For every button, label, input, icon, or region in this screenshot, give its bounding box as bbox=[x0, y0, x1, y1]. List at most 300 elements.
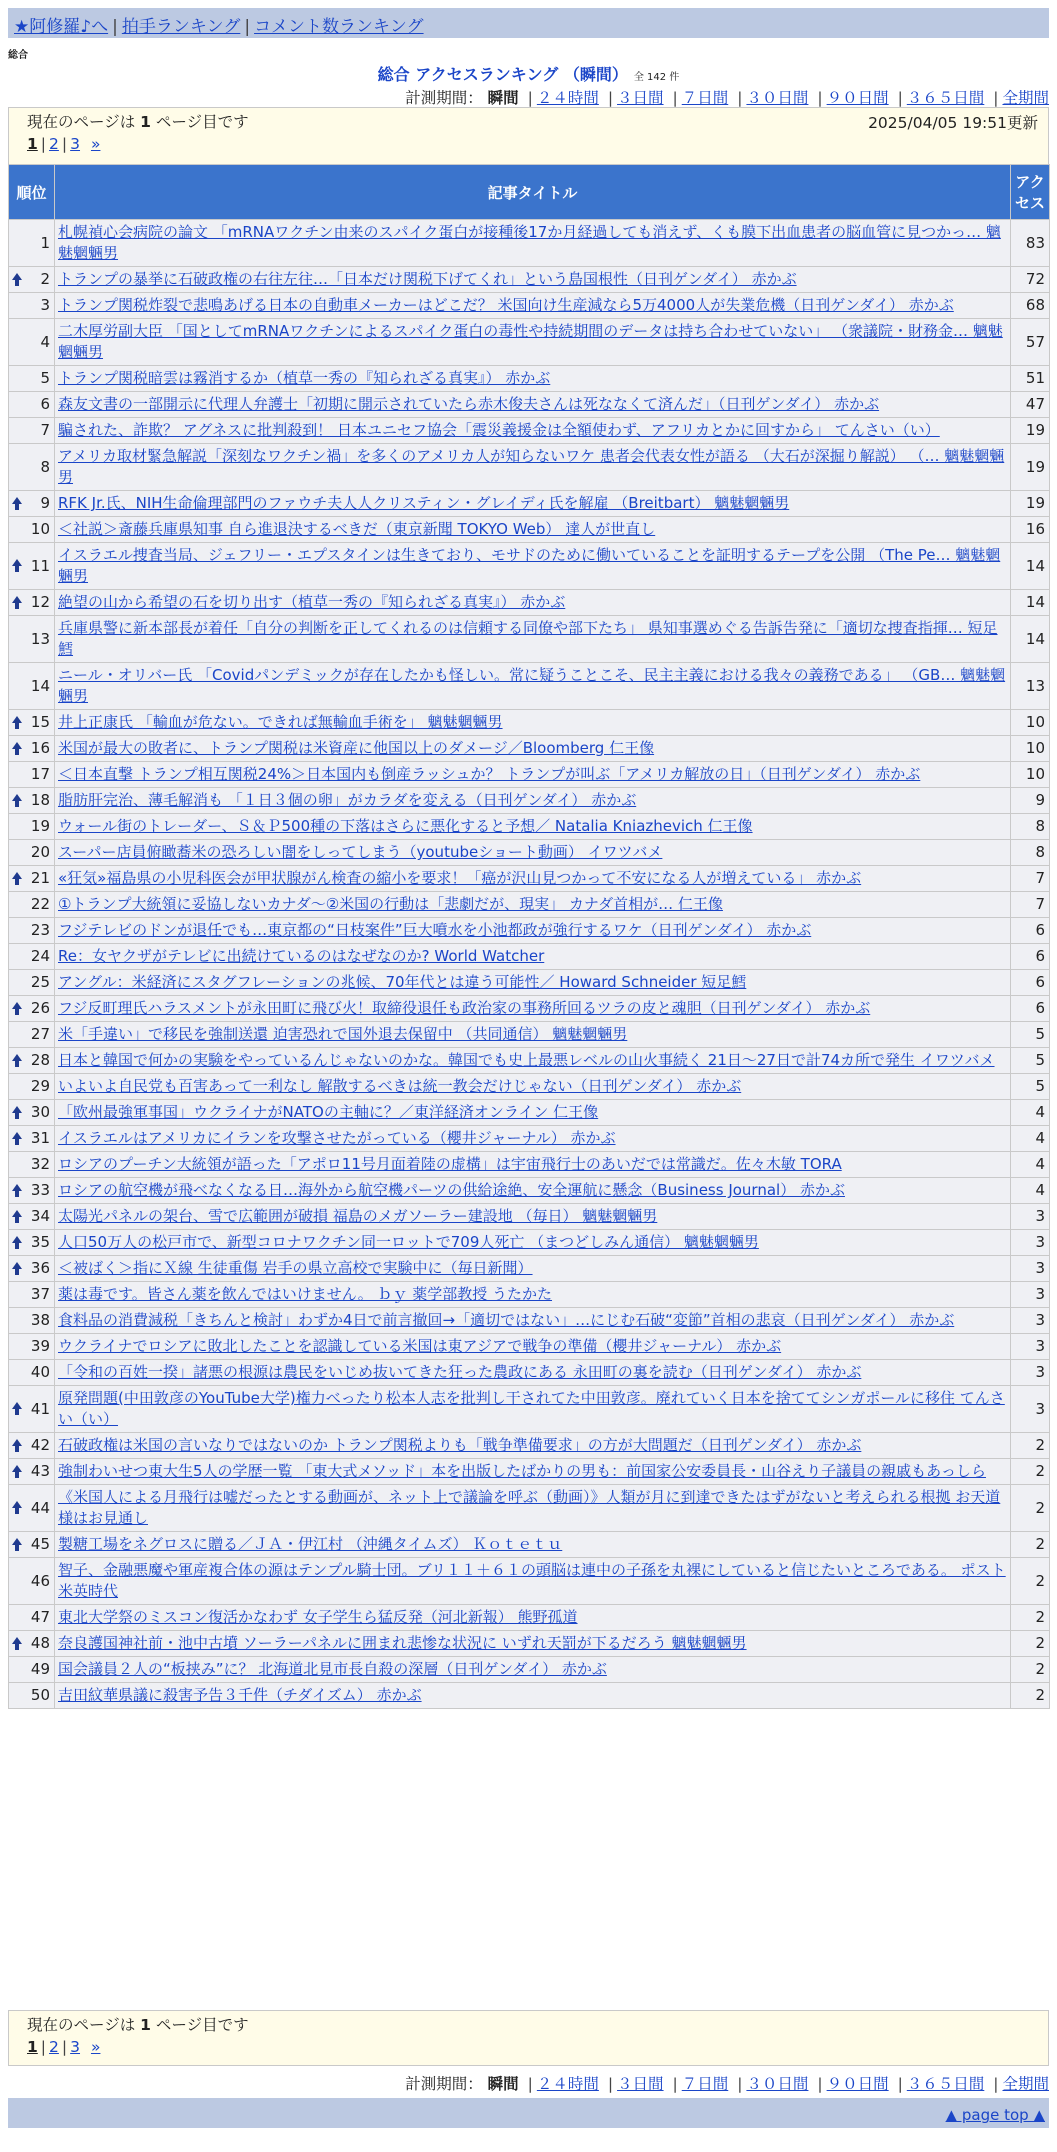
access-count: 6 bbox=[1011, 996, 1050, 1022]
rank-cell bbox=[9, 517, 55, 543]
title-cell bbox=[55, 1386, 1011, 1433]
rank-number: 44 bbox=[30, 1498, 50, 1517]
title-cell bbox=[55, 1126, 1011, 1152]
rank-cell bbox=[9, 1386, 55, 1433]
access-count: 68 bbox=[1011, 293, 1050, 319]
access-count: 7 bbox=[1011, 866, 1050, 892]
rank-number: 4 bbox=[40, 332, 50, 351]
access-count: 19 bbox=[1011, 418, 1050, 444]
article-link[interactable]: Re：女ヤクザがテレビに出続けているのはなぜなのか? World Watcher bbox=[58, 947, 545, 965]
article-link[interactable]: 吉田紋華県議に殺害予告３千件（チダイズム） 赤かぶ bbox=[58, 1686, 422, 1704]
article-link[interactable]: 薬は毒です。皆さん薬を飲んではいけません。 ｂｙ 薬学部教授 うたかた bbox=[58, 1285, 553, 1303]
title-cell bbox=[55, 710, 1011, 736]
current-page-message: 現在のページは 1 ページ目です bbox=[27, 113, 249, 131]
rank-number: 1 bbox=[40, 233, 50, 252]
access-count: 10 bbox=[1011, 762, 1050, 788]
ranking-row bbox=[9, 1204, 1050, 1230]
title-cell bbox=[55, 319, 1011, 366]
access-count: 4 bbox=[1011, 1126, 1050, 1152]
access-count: 5 bbox=[1011, 1074, 1050, 1100]
rank-number: 29 bbox=[30, 1077, 50, 1095]
ranking-row bbox=[9, 1126, 1050, 1152]
rank-cell bbox=[9, 1433, 55, 1459]
rank-cell bbox=[9, 1074, 55, 1100]
article-link[interactable]: 「令和の百姓一揆」諸悪の根源は農民をいじめ抜いてきた狂った農政にある 永田町の裏を読む（日刊ゲンダイ） 赤かぶ bbox=[58, 1363, 862, 1381]
pager: 1 | 2 | 3 » bbox=[27, 135, 101, 153]
title-cell bbox=[55, 1485, 1011, 1532]
article-link[interactable]: フジテレビのドンが退任でも…東京都の“日枝案件”巨大噴水を小池都政が強行するワケ（日刊ゲンダイ） 赤かぶ bbox=[58, 921, 812, 939]
rank-number: 25 bbox=[30, 973, 50, 991]
article-link[interactable]: 脂肪肝完治、薄毛解消も 「１日３個の卵」がカラダを変える（日刊ゲンダイ） 赤かぶ bbox=[58, 791, 637, 809]
ranking-row bbox=[9, 996, 1050, 1022]
access-count: 72 bbox=[1011, 267, 1050, 293]
period-link-3d[interactable]: ３日間 bbox=[617, 2075, 664, 2093]
rank-number: 28 bbox=[30, 1051, 50, 1069]
title-cell bbox=[55, 1308, 1011, 1334]
access-count: 19 bbox=[1011, 444, 1050, 491]
rank-number: 45 bbox=[30, 1535, 50, 1553]
title-cell bbox=[55, 220, 1011, 267]
access-count: 83 bbox=[1011, 220, 1050, 267]
rank-cell bbox=[9, 814, 55, 840]
title-cell bbox=[55, 267, 1011, 293]
access-count: 2 bbox=[1011, 1485, 1050, 1532]
rank-cell bbox=[9, 866, 55, 892]
ranking-row bbox=[9, 1631, 1050, 1657]
rank-cell bbox=[9, 970, 55, 996]
title-cell bbox=[55, 1433, 1011, 1459]
access-count: 14 bbox=[1011, 616, 1050, 663]
rank-cell bbox=[9, 1308, 55, 1334]
rank-number: 8 bbox=[40, 457, 50, 476]
title-cell bbox=[55, 814, 1011, 840]
period-link-90d[interactable]: ９０日間 bbox=[826, 2075, 889, 2093]
ranking-row bbox=[9, 319, 1050, 366]
ranking-row bbox=[9, 1485, 1050, 1532]
ranking-row bbox=[9, 866, 1050, 892]
rank-cell bbox=[9, 491, 55, 517]
comment-ranking-link[interactable]: コメント数ランキング bbox=[254, 17, 424, 37]
pager-next[interactable]: » bbox=[90, 2038, 101, 2056]
ranking-row bbox=[9, 220, 1050, 267]
ranking-row bbox=[9, 1605, 1050, 1631]
title-cell bbox=[55, 418, 1011, 444]
ranking-row bbox=[9, 616, 1050, 663]
article-link[interactable]: 原発問題(中田敦彦のYouTube大学)権力べったり松本人志を批判し干されてた中田敦彦。廃れていく日本を捨ててシンガポールに移住 てんさい（い） bbox=[58, 1389, 1005, 1428]
access-count: 10 bbox=[1011, 736, 1050, 762]
article-link[interactable]: 「欧州最強軍事国」ウクライナがNATOの主軸に？／東洋経済オンライン 仁王像 bbox=[58, 1103, 599, 1121]
rank-cell bbox=[9, 918, 55, 944]
applause-ranking-link[interactable]: 拍手ランキング bbox=[121, 17, 241, 37]
article-link[interactable]: 強制わいせつ東大生5人の学歴一覧 「東大式メソッド」本を出版したばかりの男も：前国家公安委員長・山谷えり子議員の親戚もあっしら bbox=[58, 1462, 986, 1480]
article-link[interactable]: ウクライナでロシアに敗北したことを認識している米国は東アジアで戦争の準備（櫻井ジャーナル） 赤かぶ bbox=[58, 1337, 782, 1355]
rank-number: 14 bbox=[30, 676, 50, 695]
rank-number: 40 bbox=[30, 1363, 50, 1381]
title-cell bbox=[55, 590, 1011, 616]
rank-number: 35 bbox=[30, 1233, 50, 1251]
article-link[interactable]: フジ反町理氏ハラスメントが永田町に飛び火！取締役退任も政治家の事務所回るツラの皮と魂胆（日刊ゲンダイ） 赤かぶ bbox=[58, 999, 871, 1017]
article-link[interactable]: 米「手違い」で移民を強制送還 迫害恐れで国外退去保留中 （共同通信） 魑魅魍魎男 bbox=[58, 1025, 628, 1043]
ranking-row bbox=[9, 444, 1050, 491]
rank-number: 12 bbox=[30, 593, 50, 611]
title-cell bbox=[55, 491, 1011, 517]
access-count: 3 bbox=[1011, 1230, 1050, 1256]
article-link[interactable]: 二木厚労副大臣 「国としてmRNAワクチンによるスパイク蛋白の毒性や持続期間のデータは持ち合わせていない」 （衆議院・財務金… 魑魅魍魎男 bbox=[58, 322, 1003, 361]
title-cell bbox=[55, 1100, 1011, 1126]
rank-cell bbox=[9, 418, 55, 444]
rank-cell bbox=[9, 319, 55, 366]
title-cell bbox=[55, 866, 1011, 892]
title-cell bbox=[55, 1657, 1011, 1683]
article-link[interactable]: 騙された、詐欺？ アグネスに批判殺到！ 日本ユニセフ協会「震災義援金は全額使わず、アフリカとかに回すから」 てんさい（い） bbox=[58, 421, 940, 439]
rank-number: 3 bbox=[40, 296, 50, 314]
rank-cell bbox=[9, 762, 55, 788]
pager-current: 1 bbox=[27, 2038, 38, 2056]
ranking-row bbox=[9, 293, 1050, 319]
title-cell bbox=[55, 663, 1011, 710]
access-count: 4 bbox=[1011, 1100, 1050, 1126]
rank-cell bbox=[9, 543, 55, 590]
rank-header: 順位 bbox=[9, 165, 55, 220]
rank-number: 38 bbox=[30, 1311, 50, 1329]
home-link[interactable]: ★阿修羅♪へ bbox=[14, 17, 109, 37]
nav-separator: | bbox=[244, 17, 251, 37]
ranking-row bbox=[9, 1683, 1050, 1709]
ranking-row bbox=[9, 710, 1050, 736]
period-current: 瞬間 bbox=[487, 89, 519, 107]
rank-cell bbox=[9, 1360, 55, 1386]
access-count: 3 bbox=[1011, 1282, 1050, 1308]
rank-number: 22 bbox=[30, 895, 50, 913]
updated-timestamp: 2025/04/05 19:51更新 bbox=[868, 114, 1038, 132]
ranking-row bbox=[9, 1360, 1050, 1386]
access-count: 19 bbox=[1011, 491, 1050, 517]
article-link[interactable]: RFK Jr.氏、NIH生命倫理部門のファウチ夫人人クリスティン・グレイディ氏を解雇 （Breitbart） 魑魅魍魎男 bbox=[58, 494, 790, 512]
period-link-365d[interactable]: ３６５日間 bbox=[906, 89, 985, 107]
title-cell bbox=[55, 736, 1011, 762]
rank-number: 16 bbox=[30, 739, 50, 757]
ranking-row bbox=[9, 543, 1050, 590]
rank-cell bbox=[9, 1100, 55, 1126]
period-selector-bottom: 計測期間： 瞬間 | ２４時間 | ３日間 | ７日間 | ３０日間 | ９０日間 | ３６５日間 | 全期間 bbox=[405, 2075, 1049, 2093]
title-cell bbox=[55, 840, 1011, 866]
title-cell bbox=[55, 1074, 1011, 1100]
article-link[interactable]: アングル：米経済にスタグフレーションの兆候、70年代とは違う可能性／ Howard Schneider 短足鱈 bbox=[58, 973, 747, 991]
access-count: 6 bbox=[1011, 970, 1050, 996]
article-link[interactable]: 井上正康氏 「輸血が危ない。できれば無輸血手術を」 魑魅魍魎男 bbox=[58, 713, 503, 731]
ranking-row bbox=[9, 1532, 1050, 1558]
rank-number: 48 bbox=[30, 1634, 50, 1652]
access-count: 10 bbox=[1011, 710, 1050, 736]
ranking-row bbox=[9, 814, 1050, 840]
article-link[interactable]: ＜社説＞斎藤兵庫県知事 自ら進退決するべきだ（東京新聞 TOKYO Web） 達人が世直し bbox=[58, 520, 656, 538]
article-link[interactable]: ロシアの航空機が飛べなくなる日…海外から航空機パーツの供給途絶、安全運航に懸念（Business Journal） 赤かぶ bbox=[58, 1181, 845, 1199]
rank-cell bbox=[9, 220, 55, 267]
ranking-row bbox=[9, 1022, 1050, 1048]
title-cell bbox=[55, 1204, 1011, 1230]
rank-number: 41 bbox=[30, 1399, 50, 1418]
access-count: 2 bbox=[1011, 1459, 1050, 1485]
access-count: 3 bbox=[1011, 1204, 1050, 1230]
title-cell bbox=[55, 1230, 1011, 1256]
access-count: 2 bbox=[1011, 1683, 1050, 1709]
title-cell bbox=[55, 996, 1011, 1022]
access-count: 4 bbox=[1011, 1152, 1050, 1178]
title-cell bbox=[55, 1334, 1011, 1360]
access-count: 8 bbox=[1011, 814, 1050, 840]
title-cell bbox=[55, 1532, 1011, 1558]
rank-number: 46 bbox=[30, 1571, 50, 1590]
rank-cell bbox=[9, 996, 55, 1022]
access-count: 16 bbox=[1011, 517, 1050, 543]
rank-number: 49 bbox=[30, 1660, 50, 1678]
article-link[interactable]: トランプ関税暗雲は霧消するか（植草一秀の『知られざる真実』） 赤かぶ bbox=[58, 369, 551, 387]
article-link[interactable]: 奈良護国神社前・池中古墳 ソーラーパネルに囲まれ悲惨な状況に いずれ天罰が下るだろう 魑魅魍魎男 bbox=[58, 1634, 747, 1652]
period-link-30d[interactable]: ３０日間 bbox=[746, 89, 809, 107]
rank-cell bbox=[9, 1178, 55, 1204]
ranking-row bbox=[9, 1433, 1050, 1459]
article-link[interactable]: いよいよ自民党も百害あって一利なし 解散するべきは統一教会だけじゃない（日刊ゲンダイ） 赤かぶ bbox=[58, 1077, 742, 1095]
ranking-row bbox=[9, 663, 1050, 710]
ranking-row bbox=[9, 1657, 1050, 1683]
page-info-bottom bbox=[8, 2010, 1049, 2066]
rank-number: 47 bbox=[30, 1608, 50, 1626]
ranking-row bbox=[9, 392, 1050, 418]
title-cell bbox=[55, 970, 1011, 996]
access-count: 2 bbox=[1011, 1657, 1050, 1683]
ranking-row bbox=[9, 1230, 1050, 1256]
rank-cell bbox=[9, 444, 55, 491]
article-link[interactable]: 石破政権は米国の言いなりではないのか トランプ関税よりも「戦争準備要求」の方が大問題だ（日刊ゲンダイ） 赤かぶ bbox=[58, 1436, 862, 1454]
article-link[interactable]: スーパー店員俯瞰蕎米の恐ろしい闇をしってしまう（youtubeショート動画） イワツバメ bbox=[58, 843, 663, 861]
access-count: 7 bbox=[1011, 892, 1050, 918]
article-link[interactable]: トランプ関税炸裂で悲鳴あげる日本の自動車メーカーはどこだ？ 米国向け生産減なら5万4000人が失業危機（日刊ゲンダイ） 赤かぶ bbox=[58, 296, 954, 314]
period-link-7d[interactable]: ７日間 bbox=[681, 89, 729, 107]
access-count: 51 bbox=[1011, 366, 1050, 392]
ranking-row bbox=[9, 892, 1050, 918]
access-count: 4 bbox=[1011, 1178, 1050, 1204]
access-count: 2 bbox=[1011, 1631, 1050, 1657]
access-count: 8 bbox=[1011, 840, 1050, 866]
period-link-24h[interactable]: ２４時間 bbox=[536, 2075, 599, 2093]
rank-number: 33 bbox=[30, 1181, 50, 1199]
title-cell bbox=[55, 1256, 1011, 1282]
rank-cell bbox=[9, 293, 55, 319]
rank-cell bbox=[9, 1230, 55, 1256]
ranking-row bbox=[9, 491, 1050, 517]
rank-number: 27 bbox=[30, 1025, 50, 1043]
rank-cell bbox=[9, 267, 55, 293]
title-cell bbox=[55, 762, 1011, 788]
ranking-header-row bbox=[9, 165, 1050, 220]
article-link[interactable]: «狂気»福島県の小児科医会が甲状腺がん検査の縮小を要求！「癌が沢山見つかって不安になる人が増えている」 赤かぶ bbox=[58, 869, 862, 887]
rank-cell bbox=[9, 1022, 55, 1048]
ranking-row bbox=[9, 1558, 1050, 1605]
access-count: 2 bbox=[1011, 1532, 1050, 1558]
ranking-row bbox=[9, 736, 1050, 762]
article-link[interactable]: ウォール街のトレーダー、Ｓ＆Ｐ500種の下落はさらに悪化すると予想／ Natalia Kniazhevich 仁王像 bbox=[58, 817, 753, 835]
ranking-row bbox=[9, 418, 1050, 444]
rank-cell bbox=[9, 1558, 55, 1605]
rank-cell bbox=[9, 1256, 55, 1282]
period-link-30d[interactable]: ３０日間 bbox=[746, 2075, 809, 2093]
article-link[interactable]: ＜被ばく＞指にＸ線 生徒重傷 岩手の県立高校で実験中に（毎日新聞） bbox=[58, 1259, 533, 1277]
article-link[interactable]: 太陽光パネルの架台、雪で広範囲が破損 福島のメガソーラー建設地 （毎日） 魑魅魍魎男 bbox=[58, 1207, 658, 1225]
pager-link-2[interactable]: 2 bbox=[49, 135, 59, 153]
access-count: 2 bbox=[1011, 1558, 1050, 1605]
article-link[interactable]: ニール・オリバー氏 「Covidパンデミックが存在したかも怪しい。常に疑うことこそ、民主主義における我々の義務である」 （GB… 魑魅魍魎男 bbox=[58, 666, 1006, 705]
access-count: 57 bbox=[1011, 319, 1050, 366]
page-info-top bbox=[8, 107, 1049, 165]
title-cell bbox=[55, 1605, 1011, 1631]
rank-number: 43 bbox=[30, 1462, 50, 1480]
article-link[interactable]: イスラエル捜査当局、ジェフリー・エプスタインは生きており、モサドのために働いていることを証明するテープを公開 （The Pe… 魑魅魍魎男 bbox=[58, 546, 1001, 585]
title-cell bbox=[55, 1048, 1011, 1074]
article-link[interactable]: 人口50万人の松戸市で、新型コロナワクチン同一ロットで709人死亡 （まつどしみん通信） 魑魅魍魎男 bbox=[58, 1233, 759, 1251]
article-link[interactable]: 米国が最大の敗者に、トランプ関税は米資産に他国以上のダメージ／Bloomberg 仁王像 bbox=[58, 739, 655, 757]
title-header: 記事タイトル bbox=[55, 165, 1011, 220]
rank-cell bbox=[9, 392, 55, 418]
period-label: 計測期間： bbox=[405, 89, 483, 107]
ranking-row bbox=[9, 1048, 1050, 1074]
rank-cell bbox=[9, 1204, 55, 1230]
ranking-row bbox=[9, 590, 1050, 616]
rank-cell bbox=[9, 616, 55, 663]
access-count: 9 bbox=[1011, 788, 1050, 814]
ranking-row bbox=[9, 517, 1050, 543]
nav-separator: | bbox=[112, 17, 118, 37]
article-link[interactable]: 製糖工場をネグロスに贈る／ＪＡ・伊江村 （沖縄タイムズ） Ｋｏｔｅｔｕ bbox=[58, 1535, 563, 1553]
article-link[interactable]: イスラエルはアメリカにイランを攻撃させたがっている（櫻井ジャーナル） 赤かぶ bbox=[58, 1129, 616, 1147]
rank-number: 31 bbox=[30, 1129, 50, 1147]
rank-number: 15 bbox=[30, 713, 50, 731]
article-link[interactable]: 札幌禎心会病院の論文 「mRNAワクチン由来のスパイク蛋白が接種後17か月経過しても消えず、くも膜下出血患者の脳血管に見つかっ… 魑魅魍魎男 bbox=[58, 223, 1001, 262]
total-count: 全 142 件 bbox=[633, 72, 680, 83]
pager-link-2[interactable]: 2 bbox=[49, 2038, 59, 2056]
rank-number: 30 bbox=[30, 1103, 50, 1121]
access-count: 6 bbox=[1011, 918, 1050, 944]
title-cell bbox=[55, 543, 1011, 590]
article-link[interactable]: アメリカ取材緊急解説「深刻なワクチン禍」を多くのアメリカ人が知らないワケ 患者会代表女性が語る （大石が深掘り解説） （… 魑魅魍魎男 bbox=[58, 447, 1005, 486]
ranking-row bbox=[9, 267, 1050, 293]
rank-number: 21 bbox=[30, 869, 50, 887]
rank-number: 23 bbox=[30, 921, 50, 939]
title-cell bbox=[55, 1459, 1011, 1485]
pager-current: 1 bbox=[27, 135, 38, 153]
rank-number: 6 bbox=[40, 395, 50, 413]
access-count: 3 bbox=[1011, 1256, 1050, 1282]
rank-number: 5 bbox=[40, 369, 50, 387]
title-cell bbox=[55, 1022, 1011, 1048]
ranking-title bbox=[0, 62, 1057, 85]
ranking-row bbox=[9, 970, 1050, 996]
article-link[interactable]: 《米国人による月飛行は嘘だったとする動画が、ネット上で議論を呼ぶ（動画）》人類が月に到達できたはずがないと考えられる根拠 お天道様はお見通し bbox=[58, 1488, 1001, 1527]
title-cell bbox=[55, 517, 1011, 543]
title-cell bbox=[55, 1282, 1011, 1308]
ranking-body bbox=[9, 220, 1050, 1709]
rank-number: 24 bbox=[30, 947, 50, 965]
pager-link-3[interactable]: 3 bbox=[70, 2038, 81, 2056]
access-count: 6 bbox=[1011, 944, 1050, 970]
title-cell bbox=[55, 392, 1011, 418]
access-count: 3 bbox=[1011, 1360, 1050, 1386]
title-cell bbox=[55, 1152, 1011, 1178]
period-link-all[interactable]: 全期間 bbox=[1002, 2075, 1049, 2093]
pager-link-3[interactable]: 3 bbox=[70, 135, 81, 153]
rank-cell bbox=[9, 1048, 55, 1074]
rank-cell bbox=[9, 944, 55, 970]
article-link[interactable]: 兵庫県警に新本部長が着任「自分の判断を正してくれるのは信頼する同僚や部下たち」 県知事選めぐる告訴告発に「適切な捜査指揮… 短足鱈 bbox=[58, 619, 998, 658]
article-link[interactable]: 森友文書の一部開示に代理人弁護士「初期に開示されていたら赤木俊夫さんは死ななくて済んだ」（日刊ゲンダイ） 赤かぶ bbox=[58, 395, 880, 413]
title-cell bbox=[55, 366, 1011, 392]
current-page-message: 現在のページは 1 ページ目です bbox=[27, 2016, 249, 2034]
title-cell bbox=[55, 918, 1011, 944]
period-link-90d[interactable]: ９０日間 bbox=[826, 89, 889, 107]
rank-cell bbox=[9, 1605, 55, 1631]
period-link-3d[interactable]: ３日間 bbox=[617, 89, 664, 107]
rank-number: 2 bbox=[40, 270, 50, 288]
article-link[interactable]: 智子、金融悪魔や軍産複合体の源はテンプル騎士団。ブリ１１＋６１の頭脳は連中の子孫を丸裸にしていると信じたいところである。 ポスト米英時代 bbox=[58, 1561, 1006, 1600]
rank-cell bbox=[9, 1282, 55, 1308]
access-count: 2 bbox=[1011, 1433, 1050, 1459]
article-link[interactable]: 日本と韓国で何かの実験をやっているんじゃないのかな。韓国でも史上最悪レベルの山火事続く 21日～27日で計74カ所で発生 イワツバメ bbox=[58, 1051, 995, 1069]
title-cell bbox=[55, 1683, 1011, 1709]
article-link[interactable]: ロシアのプーチン大統領が語った「アポロ11号月面着陸の虚構」は宇宙飛行士のあいだでは常識だ。佐々木敏 TORA bbox=[58, 1155, 842, 1173]
access-header: アクセス bbox=[1011, 165, 1050, 220]
rank-cell bbox=[9, 736, 55, 762]
rank-cell bbox=[9, 1485, 55, 1532]
rank-cell bbox=[9, 1532, 55, 1558]
ranking-row bbox=[9, 1256, 1050, 1282]
pager: 1 | 2 | 3 » bbox=[27, 2038, 101, 2056]
article-link[interactable]: ＜日本直撃 トランプ相互関税24%＞日本国内も倒産ラッシュか？ トランプが叫ぶ「アメリカ解放の日」（日刊ゲンダイ） 赤かぶ bbox=[58, 765, 921, 783]
title-cell bbox=[55, 1360, 1011, 1386]
article-link[interactable]: ①トランプ大統領に妥協しないカナダ～②米国の行動は「悲劇だが、現実」 カナダ首相が… 仁王像 bbox=[58, 895, 723, 913]
breadcrumb: 総合 bbox=[8, 50, 28, 61]
ranking-row bbox=[9, 1282, 1050, 1308]
article-link[interactable]: トランプの暴挙に石破政権の右往左往…「日本だけ関税下げてくれ」という島国根性（日刊ゲンダイ） 赤かぶ bbox=[58, 270, 797, 288]
period-link-365d[interactable]: ３６５日間 bbox=[906, 2075, 985, 2093]
ranking-row bbox=[9, 1386, 1050, 1433]
rank-number: 17 bbox=[30, 765, 50, 783]
rank-number: 26 bbox=[30, 999, 50, 1017]
access-count: 14 bbox=[1011, 543, 1050, 590]
article-link[interactable]: 絶望の山から希望の石を切り出す（植草一秀の『知られざる真実』） 赤かぶ bbox=[58, 593, 566, 611]
access-count: 13 bbox=[1011, 663, 1050, 710]
rank-cell bbox=[9, 1657, 55, 1683]
ranking-row bbox=[9, 762, 1050, 788]
title-cell bbox=[55, 616, 1011, 663]
rank-cell bbox=[9, 892, 55, 918]
rank-cell bbox=[9, 710, 55, 736]
period-link-all[interactable]: 全期間 bbox=[1002, 89, 1049, 107]
pager-next[interactable]: » bbox=[90, 135, 101, 153]
period-link-7d[interactable]: ７日間 bbox=[681, 2075, 729, 2093]
ranking-title-text: 総合 アクセスランキング （瞬間） bbox=[377, 65, 628, 84]
article-link[interactable]: 国会議員２人の“板挟み”に？ 北海道北見市長自殺の深層（日刊ゲンダイ） 赤かぶ bbox=[58, 1660, 607, 1678]
page-top-link[interactable]: ▲ page top ▲ bbox=[945, 2106, 1045, 2124]
period-link-24h[interactable]: ２４時間 bbox=[536, 89, 599, 107]
title-cell bbox=[55, 892, 1011, 918]
ranking-row bbox=[9, 1308, 1050, 1334]
article-link[interactable]: 東北大学祭のミスコン復活かなわず 女子学生ら猛反発（河北新報） 熊野孤道 bbox=[58, 1608, 578, 1626]
rank-number: 18 bbox=[30, 791, 50, 809]
access-count: 3 bbox=[1011, 1308, 1050, 1334]
title-cell bbox=[55, 1631, 1011, 1657]
rank-cell bbox=[9, 788, 55, 814]
rank-number: 32 bbox=[30, 1155, 50, 1173]
article-link[interactable]: 食料品の消費減税「きちんと検討」わずか4日で前言撤回→「適切ではない」…にじむ石破“変節”首相の悲哀（日刊ゲンダイ） 赤かぶ bbox=[58, 1311, 955, 1329]
